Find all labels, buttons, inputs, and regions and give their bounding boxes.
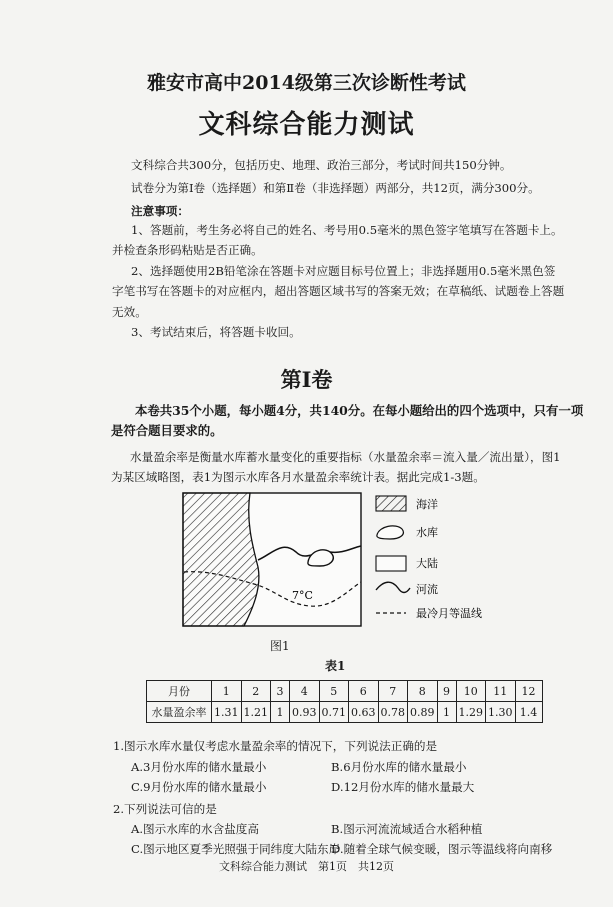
ocean-area bbox=[183, 493, 259, 626]
month-cell: 9 bbox=[437, 681, 456, 702]
question-1-stem: 1.图示水库水量仅考虑水量盈余率的情况下，下列说法正确的是 bbox=[113, 739, 438, 753]
intro-line-2: 试卷分为第Ⅰ卷（选择题）和第Ⅱ卷（非选择题）两部分，共12页，满分300分。 bbox=[131, 181, 540, 195]
notice-2b: 字笔书写在答题卡的对应框内，超出答题区域书写的答案无效；在草稿纸、试题卷上答题 bbox=[112, 284, 565, 298]
passage-line-2: 为某区域略图，表1为图示水库各月水量盈余率统计表。据此完成1-3题。 bbox=[111, 470, 485, 484]
legend-river-label: 河流 bbox=[416, 583, 438, 596]
question-2-option-c: C.图示地区夏季光照强于同纬度大陆东岸 bbox=[131, 842, 341, 856]
month-cell: 12 bbox=[515, 681, 542, 702]
question-1-option-c: C.9月份水库的储水量最小 bbox=[131, 780, 267, 794]
question-2-option-b: B.图示河流流域适合水稻种植 bbox=[331, 822, 483, 836]
legend-isotherm-label: 最冷月等温线 bbox=[416, 607, 482, 620]
table-row-months bbox=[147, 681, 543, 702]
value-cell: 1.21 bbox=[241, 702, 271, 723]
month-cell: 7 bbox=[378, 681, 408, 702]
legend-reservoir-label: 水库 bbox=[416, 526, 438, 539]
question-2-option-d: D.随着全球气候变暖，图示等温线将向南移 bbox=[331, 842, 553, 856]
notice-2c: 无效。 bbox=[112, 305, 147, 319]
month-cell: 8 bbox=[408, 681, 438, 702]
value-cell: 1.31 bbox=[212, 702, 242, 723]
notice-3: 3、考试结束后，将答题卡收回。 bbox=[131, 325, 301, 339]
exam-title: 雅安市高中2014级第三次诊断性考试 bbox=[147, 72, 466, 94]
notice-title: 注意事项： bbox=[131, 204, 189, 218]
value-cell: 0.89 bbox=[408, 702, 438, 723]
table-header-rate: 水量盈余率 bbox=[147, 702, 212, 723]
month-cell: 10 bbox=[456, 681, 486, 702]
value-cell: 1 bbox=[437, 702, 456, 723]
month-cell: 3 bbox=[271, 681, 290, 702]
value-cell: 1.4 bbox=[515, 702, 542, 723]
legend-ocean-label: 海洋 bbox=[416, 498, 438, 511]
legend-land-label: 大陆 bbox=[416, 557, 438, 570]
month-cell: 4 bbox=[290, 681, 320, 702]
table-header-month: 月份 bbox=[147, 681, 212, 702]
question-1-option-a: A.3月份水库的储水量最小 bbox=[131, 760, 267, 774]
passage-line-1: 水量盈余率是衡量水库蓄水量变化的重要指标（水量盈余率＝流入量／流出量），图1 bbox=[130, 450, 561, 464]
value-cell: 0.63 bbox=[349, 702, 379, 723]
legend-river-icon bbox=[376, 582, 410, 592]
question-1-option-b: B.6月份水库的储水量最小 bbox=[331, 760, 467, 774]
notice-2a: 2、选择题使用2B铅笔涂在答题卡对应题目标号位置上；非选择题用0.5毫米黑色签 bbox=[131, 264, 556, 278]
question-2-option-a: A.图示水库的水含盐度高 bbox=[131, 822, 259, 836]
legend-land-icon bbox=[376, 556, 406, 571]
month-cell: 2 bbox=[241, 681, 271, 702]
value-cell: 1.29 bbox=[456, 702, 486, 723]
table-caption: 表1 bbox=[325, 659, 346, 673]
region-map-figure bbox=[180, 492, 510, 632]
notice-1a: 1、答题前，考生务必将自己的姓名、考号用0.5毫米的黑色签字笔填写在答题卡上。 bbox=[131, 223, 563, 237]
table-row-values bbox=[147, 702, 543, 723]
notice-1b: 并检查条形码粘贴是否正确。 bbox=[112, 243, 263, 257]
section-desc-a: 本卷共35个小题，每小题4分，共140分。在每小题给出的四个选项中，只有一项 bbox=[135, 403, 584, 418]
isotherm-label: 7°C bbox=[292, 589, 313, 602]
figure-caption: 图1 bbox=[270, 639, 290, 653]
value-cell: 0.71 bbox=[319, 702, 349, 723]
exam-subtitle: 文科综合能力测试 bbox=[198, 110, 415, 140]
value-cell: 0.78 bbox=[378, 702, 408, 723]
value-cell: 1.30 bbox=[486, 702, 516, 723]
legend-reservoir-icon bbox=[377, 526, 403, 539]
legend-ocean-icon bbox=[376, 496, 406, 511]
month-cell: 5 bbox=[319, 681, 349, 702]
intro-line-1: 文科综合共300分，包括历史、地理、政治三部分，考试时间共150分钟。 bbox=[131, 158, 512, 172]
page-footer: 文科综合能力测试 第1页 共12页 bbox=[219, 860, 394, 873]
question-2-stem: 2.下列说法可信的是 bbox=[113, 802, 217, 816]
section-desc-b: 是符合题目要求的。 bbox=[111, 423, 223, 438]
value-cell: 1 bbox=[271, 702, 290, 723]
value-cell: 0.93 bbox=[290, 702, 320, 723]
section-title: 第Ⅰ卷 bbox=[280, 367, 333, 392]
month-cell: 6 bbox=[349, 681, 379, 702]
month-cell: 1 bbox=[212, 681, 242, 702]
month-cell: 11 bbox=[486, 681, 516, 702]
question-1-option-d: D.12月份水库的储水量最大 bbox=[331, 780, 475, 794]
water-surplus-table bbox=[146, 680, 543, 723]
